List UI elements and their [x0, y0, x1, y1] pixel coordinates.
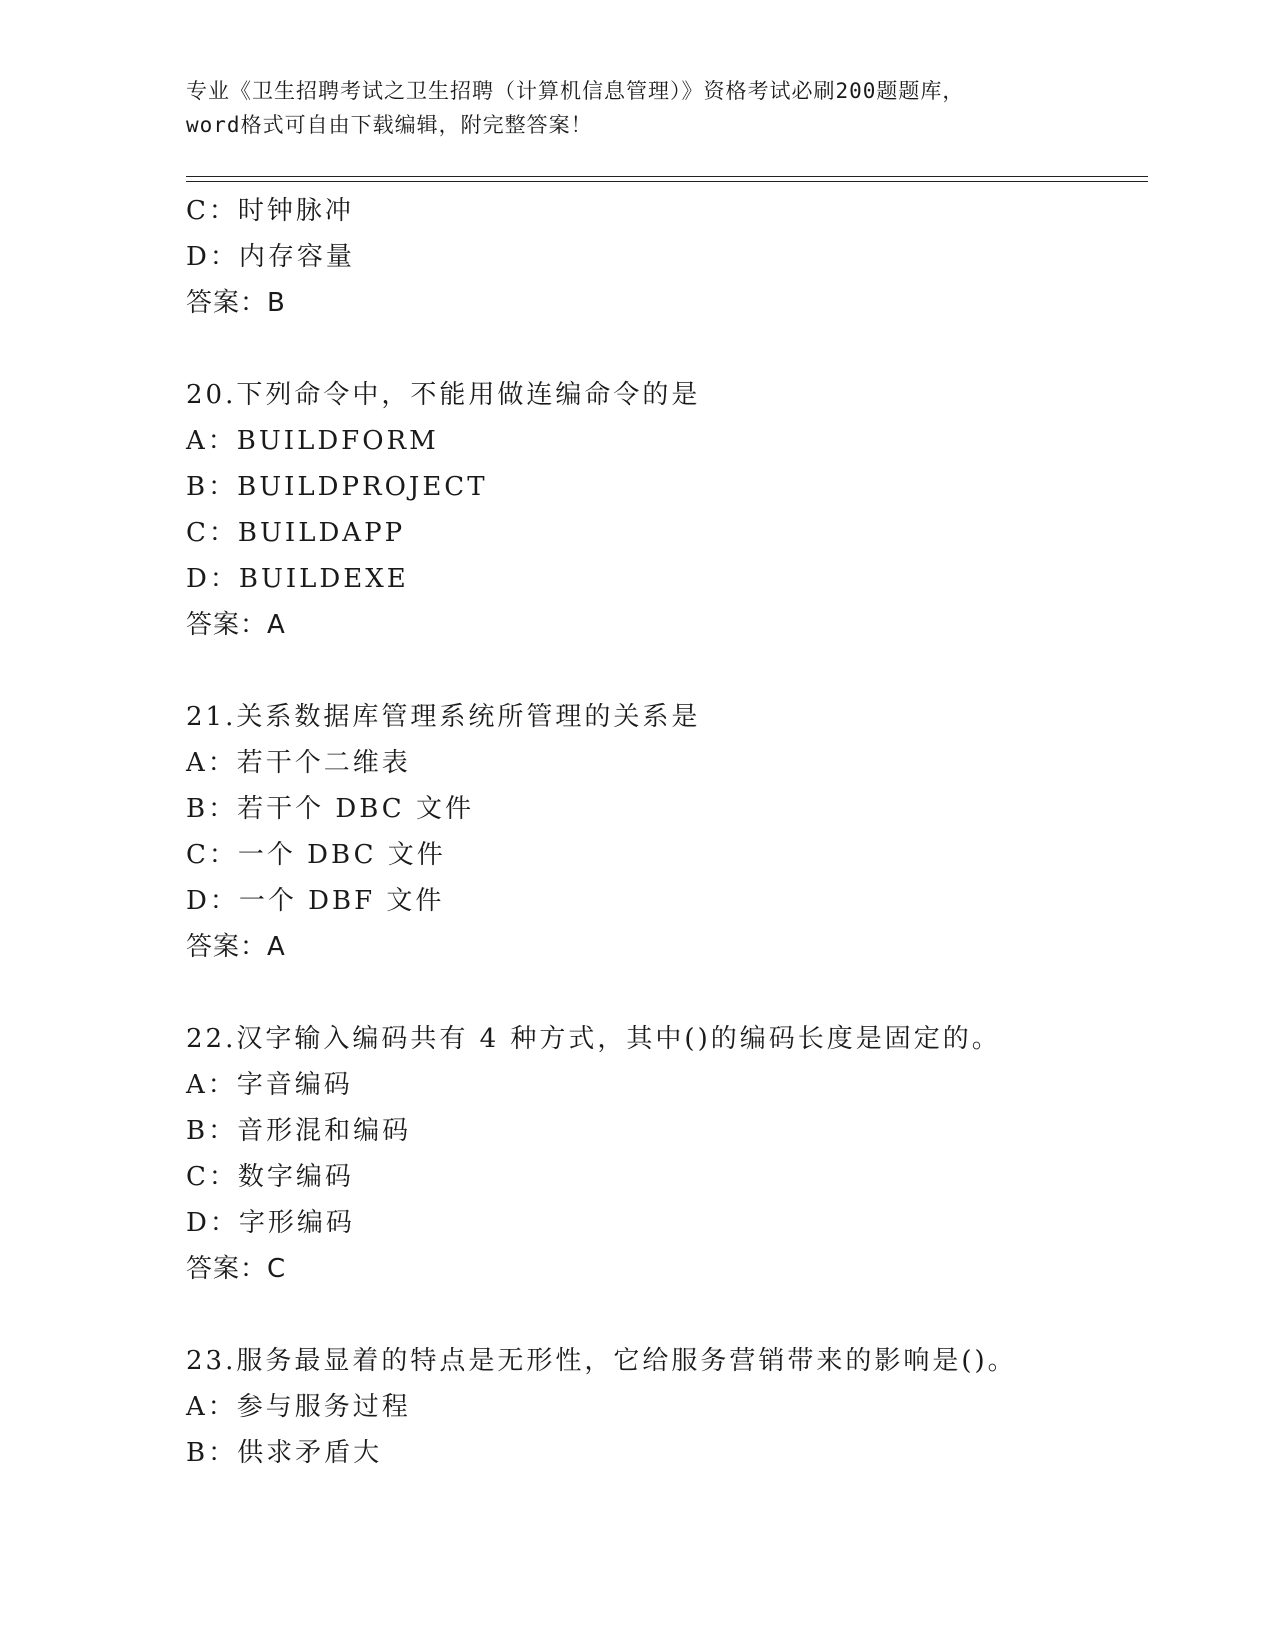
option-label: A： — [186, 748, 237, 778]
question-stem: 23.服务最显着的特点是无形性，它给服务营销带来的影响是()。 — [186, 1346, 1017, 1376]
option-text: BUILDAPP — [237, 518, 406, 548]
option-text: 参与服务过程 — [236, 1392, 411, 1422]
answer-line: 答案：A — [186, 932, 286, 962]
option-d — [186, 878, 1146, 924]
question-stem: 22.汉字输入编码共有 4 种方式，其中()的编码长度是固定的。 — [186, 1024, 1001, 1054]
option-c — [186, 1154, 1146, 1200]
question-stem: 21.关系数据库管理系统所管理的关系是 — [186, 702, 701, 732]
option-text: 音形混和编码 — [237, 1116, 412, 1146]
option-a — [186, 418, 1146, 464]
option-label: C： — [186, 518, 238, 548]
option-label: C： — [186, 840, 238, 870]
header-divider-top — [186, 176, 1148, 177]
header-divider-bottom — [186, 181, 1148, 182]
option-label: C： — [186, 196, 238, 226]
option-text: 若干个 DBC 文件 — [237, 794, 474, 824]
option-text: 时钟脉冲 — [237, 196, 354, 226]
answer-line: 答案：A — [186, 610, 286, 640]
spacer — [186, 1292, 1146, 1338]
option-c — [186, 188, 1146, 234]
header-line-2: word格式可自由下载编辑，附完整答案！ — [186, 113, 593, 137]
option-label: D： — [186, 564, 239, 594]
option-text: 内存容量 — [238, 242, 355, 272]
option-label: A： — [186, 1392, 237, 1422]
option-text: BUILDPROJECT — [237, 472, 488, 502]
option-label: C： — [186, 1162, 238, 1192]
option-text: 数字编码 — [237, 1162, 354, 1192]
question-list — [186, 188, 1146, 1476]
option-text: 一个 DBC 文件 — [237, 840, 446, 870]
question-19-continued — [186, 188, 1146, 326]
option-a — [186, 740, 1146, 786]
option-label: B： — [186, 1116, 238, 1146]
option-text: 字音编码 — [236, 1070, 353, 1100]
option-text: 若干个二维表 — [236, 748, 411, 778]
spacer — [186, 326, 1146, 372]
option-b — [186, 1430, 1146, 1476]
option-d — [186, 234, 1146, 280]
question-20 — [186, 372, 1146, 648]
question-stem: 20.下列命令中，不能用做连编命令的是 — [186, 380, 701, 410]
option-d — [186, 1200, 1146, 1246]
option-label: A： — [186, 1070, 237, 1100]
option-label: A： — [186, 426, 237, 456]
option-label: B： — [186, 794, 238, 824]
option-label: D： — [186, 1208, 239, 1238]
option-label: B： — [186, 1438, 238, 1468]
option-b — [186, 786, 1146, 832]
option-a — [186, 1062, 1146, 1108]
option-a — [186, 1384, 1146, 1430]
option-text: 供求矛盾大 — [237, 1438, 383, 1468]
document-header — [186, 74, 1146, 142]
option-c — [186, 832, 1146, 878]
question-21 — [186, 694, 1146, 970]
answer-line: 答案：B — [186, 288, 286, 318]
option-text: 字形编码 — [238, 1208, 355, 1238]
option-d — [186, 556, 1146, 602]
option-label: B： — [186, 472, 238, 502]
option-text: BUILDFORM — [236, 426, 439, 456]
option-b — [186, 1108, 1146, 1154]
header-line-1: 专业《卫生招聘考试之卫生招聘（计算机信息管理）》资格考试必刷200题题库， — [186, 79, 965, 103]
option-text: 一个 DBF 文件 — [238, 886, 445, 916]
question-23 — [186, 1338, 1146, 1476]
spacer — [186, 648, 1146, 694]
option-b — [186, 464, 1146, 510]
option-text: BUILDEXE — [238, 564, 409, 594]
option-c — [186, 510, 1146, 556]
question-22 — [186, 1016, 1146, 1292]
answer-line: 答案：C — [186, 1254, 287, 1284]
option-label: D： — [186, 242, 239, 272]
option-label: D： — [186, 886, 239, 916]
spacer — [186, 970, 1146, 1016]
